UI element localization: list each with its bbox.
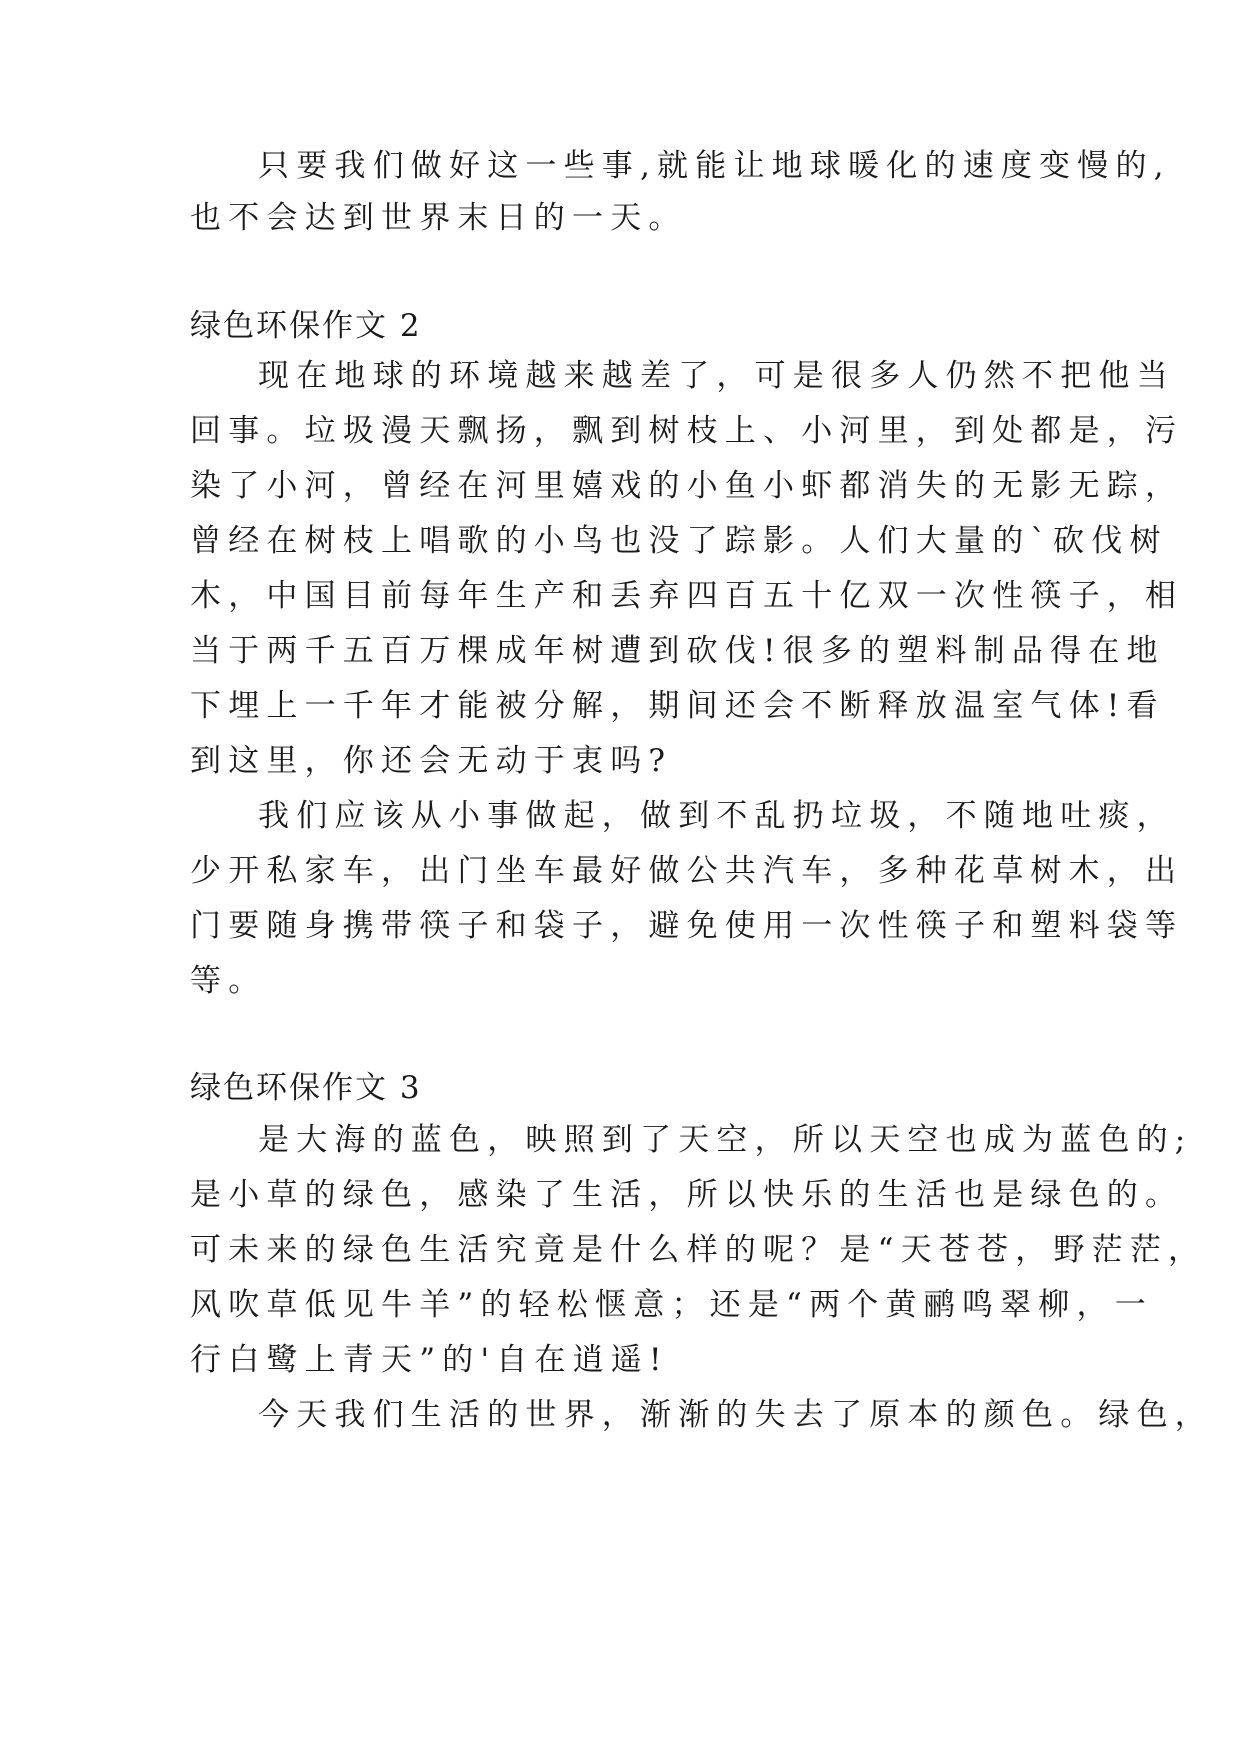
paragraph-line: 现在地球的环境越来越差了，可是很多人仍然不把他当 [258,358,1175,394]
paragraph-line: 我们应该从小事做起，做到不乱扔垃圾，不随地吐痰， [258,798,1175,834]
paragraph-line: 到这里，你还会无动于衷吗? [190,743,673,779]
paragraph-line: 风吹草低见牛羊”的轻松惬意；还是“两个黄鹂鸣翠柳，一 [190,1287,1153,1323]
paragraph-line: 木，中国目前每年生产和丢弃四百五十亿双一次性筷子，相 [190,578,1184,614]
paragraph-line: 今天我们生活的世界，渐渐的失去了原本的颜色。绿色， [258,1397,1213,1433]
paragraph-line: 曾经在树枝上唱歌的小鸟也没了踪影。人们大量的`砍伐树 [190,523,1168,559]
paragraph-line: 回事。垃圾漫天飘扬，飘到树枝上、小河里，到处都是，污 [190,413,1184,449]
paragraph-line: 少开私家车，出门坐车最好做公共汽车，多种花草树木，出 [190,853,1184,889]
section-heading: 绿色环保作文 2 [190,308,422,344]
paragraph-line: 可未来的绿色生活究竟是什么样的呢？是“天苍苍，野茫茫， [190,1232,1207,1268]
paragraph-line: 下埋上一千年才能被分解，期间还会不断释放温室气体!看 [190,688,1165,724]
paragraph-line: 是大海的蓝色，映照到了天空，所以天空也成为蓝色的; [258,1122,1193,1158]
paragraph-line: 只要我们做好这一些事,就能让地球暖化的速度变慢的, [258,148,1171,184]
paragraph-line: 等。 [190,963,267,999]
paragraph-line: 当于两千五百万棵成年树遭到砍伐!很多的塑料制品得在地 [190,633,1165,669]
paragraph-line: 行白鹭上青天”的'自在逍遥! [190,1342,669,1378]
section-heading: 绿色环保作文 3 [190,1070,422,1106]
paragraph-line: 门要随身携带筷子和袋子，避免使用一次性筷子和塑料袋等 [190,908,1184,944]
paragraph-line: 是小草的绿色，感染了生活，所以快乐的生活也是绿色的。 [190,1177,1184,1213]
paragraph-line: 也不会达到世界末日的一天。 [190,200,687,236]
paragraph-line: 染了小河，曾经在河里嬉戏的小鱼小虾都消失的无影无踪， [190,468,1184,504]
